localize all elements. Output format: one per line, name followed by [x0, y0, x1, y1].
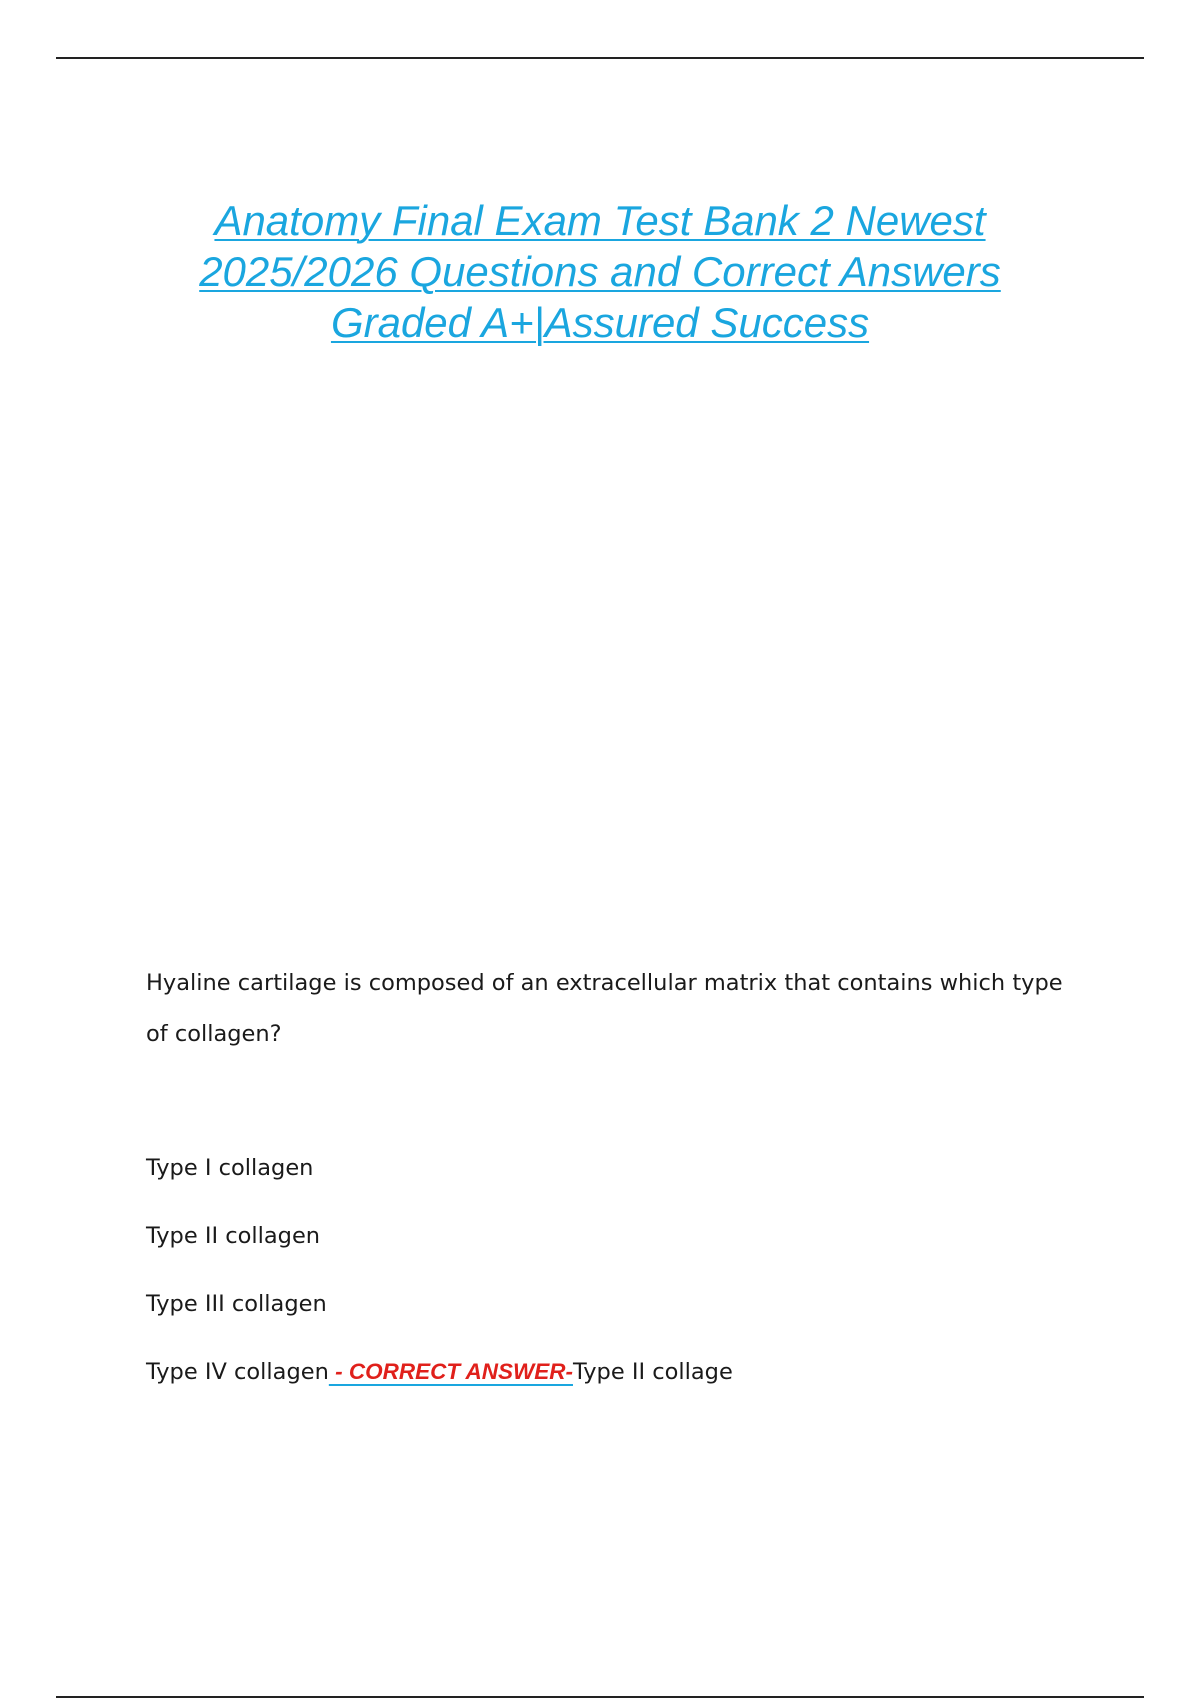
option-2-label: Type II collagen [146, 1223, 321, 1249]
option-1-label: Type I collagen [146, 1155, 314, 1181]
correct-answer-text: Type II collage [572, 1359, 733, 1385]
answer-options [146, 1148, 1086, 1420]
option-4-label: Type IV collagen [146, 1359, 329, 1385]
top-rule [56, 57, 1144, 59]
document-title[interactable] [140, 195, 1060, 348]
option-1 [146, 1148, 1086, 1216]
question-text: Hyaline cartilage is composed of an extracellular matrix that contains which type of collagen? [146, 970, 1063, 1047]
option-3 [146, 1284, 1086, 1352]
correct-answer-tag: - CORRECT ANSWER- [328, 1359, 573, 1384]
option-4 [146, 1352, 1086, 1420]
title-line-2[interactable]: 2025/2026 Questions and Correct Answers [199, 248, 1001, 295]
bottom-rule [56, 1696, 1144, 1698]
option-2 [146, 1216, 1086, 1284]
title-line-3[interactable]: Graded A+|Assured Success [330, 299, 870, 346]
option-3-label: Type III collagen [146, 1291, 327, 1317]
title-line-1[interactable]: Anatomy Final Exam Test Bank 2 Newest [214, 197, 986, 244]
